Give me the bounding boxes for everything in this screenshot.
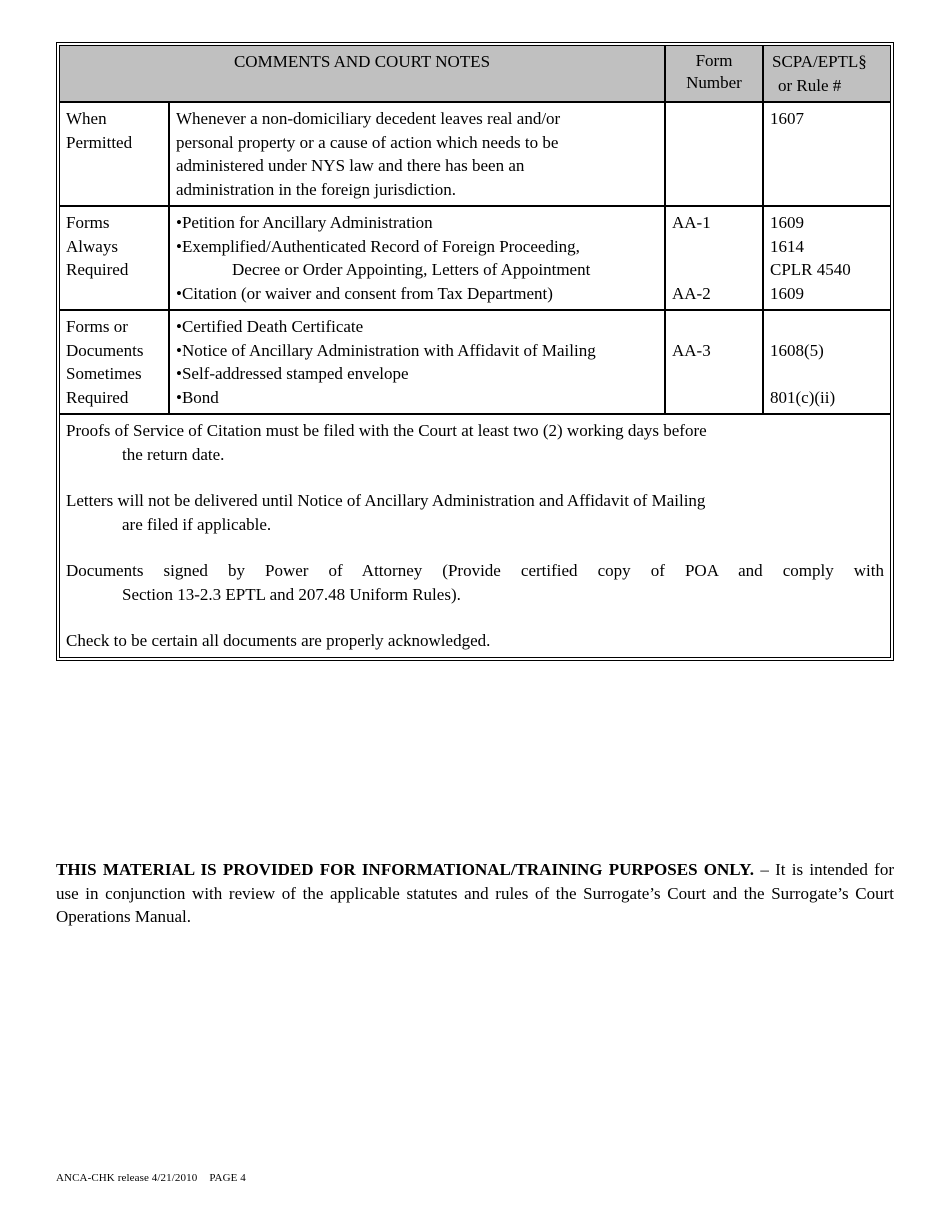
- description-line: •Citation (or waiver and consent from Tax Department): [176, 283, 553, 303]
- header-form-line1: Form: [695, 51, 733, 70]
- label-line: Permitted: [66, 132, 133, 152]
- label-line: Required: [66, 260, 129, 279]
- checklist-table: [59, 45, 891, 658]
- label-line: Documents: [66, 340, 144, 360]
- description-line: administered under NYS law and there has been an: [176, 156, 525, 175]
- description-line: •Self-addressed stamped envelope: [176, 364, 409, 383]
- rule-line: 1609: [770, 213, 804, 232]
- notes-cell: [59, 414, 891, 658]
- description-line: •Certified Death Certificate: [176, 317, 364, 336]
- label-line: Required: [66, 387, 129, 407]
- description-line: Whenever a non-domiciliary decedent leaves real and/or: [176, 109, 561, 128]
- description-line: •Petition for Ancillary Administration: [176, 213, 433, 232]
- note-continuation: the return date.: [122, 444, 225, 464]
- blank-line: [770, 315, 884, 339]
- form-line: AA-2: [672, 283, 711, 303]
- blank-line: [672, 315, 756, 339]
- checklist-table-frame: [56, 42, 894, 661]
- row-description: [169, 102, 665, 206]
- header-comments-title: COMMENTS AND COURT NOTES: [59, 45, 665, 102]
- label-line: Always: [66, 236, 118, 256]
- description-line: •Bond: [176, 387, 219, 407]
- row-rule-number: [763, 102, 891, 206]
- note-continuation: are filed if applicable.: [122, 514, 272, 534]
- description-line: •Exemplified/Authenticated Record of Foreign Proceeding,: [176, 236, 580, 256]
- note-proofs-of-service: [66, 419, 884, 466]
- note-power-of-attorney: [66, 559, 884, 606]
- row-form-number: [665, 102, 763, 206]
- note-letters-delivery: [66, 489, 884, 536]
- note-acknowledged: [66, 629, 884, 653]
- label-line: When: [66, 109, 107, 128]
- row-form-number: [665, 206, 763, 310]
- label-line: Forms: [66, 213, 110, 232]
- table-row-forms-sometimes-required: [59, 310, 891, 414]
- rule-line: 1609: [770, 283, 804, 303]
- description-line: •Notice of Ancillary Administration with Affidavit of Mailing: [176, 340, 596, 360]
- row-rule-number: [763, 310, 891, 414]
- row-label: [59, 310, 169, 414]
- rule-line: CPLR 4540: [770, 260, 851, 279]
- page-footer: [56, 1172, 246, 1184]
- footer-page-number: PAGE 4: [209, 1172, 246, 1184]
- row-label: [59, 206, 169, 310]
- header-form-line2: Number: [686, 73, 742, 92]
- note-first-line: Letters will not be delivered until Notice of Ancillary Administration and Affidavit of Mailing: [66, 491, 706, 510]
- rule-line: 1614: [770, 236, 804, 256]
- table-row-when-permitted: [59, 102, 891, 206]
- header-rule-line1: SCPA/EPTL§: [772, 52, 867, 71]
- form-line: AA-1: [672, 213, 711, 232]
- row-description: [169, 310, 665, 414]
- header-rule-line2: or Rule #: [778, 75, 842, 95]
- table-notes-row: [59, 414, 891, 658]
- header-rule-number: [763, 45, 891, 102]
- disclaimer-paragraph: [56, 858, 894, 929]
- description-line: administration in the foreign jurisdiction.: [176, 179, 456, 199]
- row-label: [59, 102, 169, 206]
- blank-line: [672, 258, 756, 282]
- rule-line: 801(c)(ii): [770, 387, 836, 407]
- note-first-line: Proofs of Service of Citation must be filed with the Court at least two (2) working days before: [66, 421, 707, 440]
- row-form-number: [665, 310, 763, 414]
- label-line: Sometimes: [66, 364, 142, 383]
- disclaimer-bold: THIS MATERIAL IS PROVIDED FOR INFORMATIONAL/TRAINING PURPOSES ONLY.: [56, 860, 755, 879]
- note-continuation: Section 13-2.3 EPTL and 207.48 Uniform Rules).: [122, 584, 461, 604]
- row-rule-number: [763, 206, 891, 310]
- disclaimer-text: – It is intended for use in conjunction with review of the applicable statutes and rules of the Surrogate’s Court and the Surrogate’s Court Operations Manual.: [56, 860, 894, 926]
- blank-line: [770, 362, 884, 386]
- description-line: Decree or Order Appointing, Letters of Appointment: [232, 260, 591, 279]
- description-line: personal property or a cause of action which needs to be: [176, 132, 559, 152]
- rule-line: 1607: [770, 109, 804, 128]
- rule-line: 1608(5): [770, 340, 824, 360]
- table-row-forms-always-required: [59, 206, 891, 310]
- blank-line: [672, 235, 756, 259]
- table-header-row: [59, 45, 891, 102]
- form-line: AA-3: [672, 340, 711, 360]
- note-first-line: Documents signed by Power of Attorney (Provide certified copy of POA and comply with: [66, 561, 884, 580]
- footer-release: ANCA-CHK release 4/21/2010: [56, 1172, 198, 1184]
- note-first-line: Check to be certain all documents are properly acknowledged.: [66, 631, 491, 650]
- row-description: [169, 206, 665, 310]
- header-form-number: [665, 45, 763, 102]
- label-line: Forms or: [66, 317, 128, 336]
